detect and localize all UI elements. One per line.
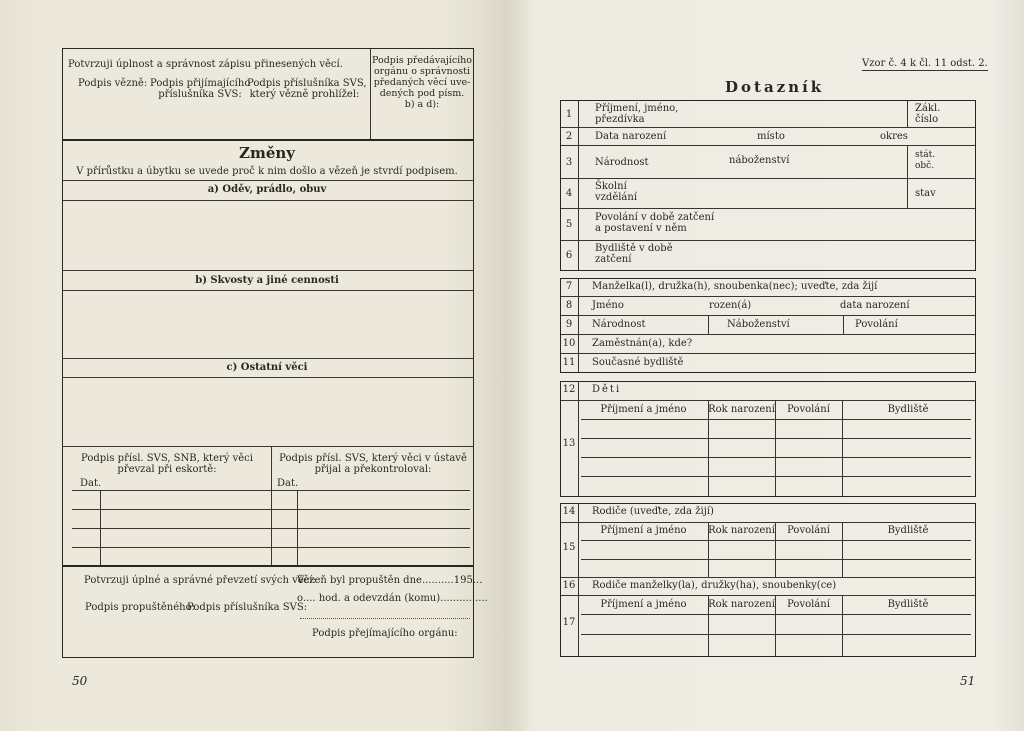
row-number: 4 (565, 188, 573, 199)
date-label: Dat. (80, 478, 102, 489)
column-header: Rok narození (708, 404, 775, 415)
parents-label: Rodiče (uveďte, zda žijí) (592, 506, 714, 517)
born-label: rozen(á) (709, 300, 752, 311)
surname-field-label: Příjmení, jméno, přezdívka (595, 103, 679, 125)
row-number: 1 (565, 109, 573, 120)
divider (370, 49, 371, 140)
divider (72, 490, 470, 491)
row-number: 17 (562, 617, 576, 628)
section-c-heading: c) Ostatní věci (226, 362, 308, 373)
divider (63, 565, 473, 567)
rule-line (561, 577, 975, 578)
rule-line (561, 522, 975, 523)
row-number: 10 (562, 338, 576, 349)
column-header: Příjmení a jméno (600, 599, 687, 610)
column-header: Příjmení a jméno (600, 404, 687, 415)
confirm-text: Potvrzuji úplnost a správnost zápisu přinesených věcí. (68, 59, 343, 70)
occupation-label: Povolání (855, 319, 898, 330)
rule-line (561, 178, 975, 179)
district-label: okres (880, 131, 908, 142)
sig-released: Podpis propuštěného: (85, 602, 195, 613)
divider (63, 139, 473, 141)
sig-inspector: Podpis příslušníka SVS, který vězně prohlížel: (247, 78, 367, 100)
rule-line (581, 614, 971, 615)
education-label: Školní vzdělání (595, 181, 638, 203)
row-number: 12 (562, 384, 576, 395)
column-header: Povolání (787, 525, 830, 536)
column-header: Bydliště (887, 525, 929, 536)
rule-line (561, 400, 975, 401)
rule-line (561, 145, 975, 146)
current-residence-label: Současné bydliště (592, 357, 684, 368)
rule-line (561, 296, 975, 297)
row-number: 13 (562, 438, 576, 449)
row-number: 5 (565, 219, 573, 230)
dotted-line (300, 618, 470, 619)
row-number: 15 (562, 542, 576, 553)
page-number: 50 (72, 674, 88, 688)
final-confirm: Potvrzuji úplné a správné převzetí svých věcí: (84, 575, 316, 586)
name-label: Jméno (592, 300, 624, 311)
column-header: Bydliště (887, 404, 929, 415)
sig-handing: Podpis předávajícího orgánu o správnosti předaných věcí uve- dených pod písm. b) a d): (372, 55, 473, 110)
religion-label: Náboženství (727, 319, 790, 330)
rule-line (842, 401, 843, 496)
rule-line (578, 279, 579, 372)
spouse-label: Manželka(l), družka(h), snoubenka(nec); uveďte, zda žijí (592, 281, 878, 292)
rule-line (775, 401, 776, 496)
sig-prisoner: Podpis vězně: (78, 78, 148, 89)
rule-line (708, 316, 709, 334)
birth-date-label: data narození (840, 300, 910, 311)
rule-line (907, 101, 908, 127)
divider (100, 491, 101, 565)
form-reference: Vzor č. 4 k čl. 11 odst. 2. (862, 58, 988, 69)
sig-svs: Podpis příslušníka SVS: (187, 602, 308, 613)
released-line: Vězeň byl propuštěn dne..........195... (297, 575, 483, 586)
row-number: 9 (565, 319, 573, 330)
changes-title: Změny (239, 144, 295, 162)
row-line (72, 528, 470, 529)
divider (63, 270, 473, 271)
base-number-label: Zákl. číslo (915, 103, 941, 125)
nationality-label: Národnost (592, 319, 646, 330)
rule-line (581, 540, 971, 541)
form-title: Dotazník (725, 78, 825, 96)
row-number: 2 (565, 131, 573, 142)
religion-label: náboženství (729, 155, 790, 166)
changes-subtitle: V přírůstku a úbytku se uvede proč k nim došlo a vězeň je stvrdí podpisem. (76, 166, 458, 177)
rule-line (561, 353, 975, 354)
row-number: 3 (565, 157, 573, 168)
row-line (72, 509, 470, 510)
employment-label: Zaměstnán(a), kde? (592, 338, 693, 349)
sig-receiving: Podpis přijímajícího příslušníka SVS: (150, 78, 251, 100)
column-header: Povolání (787, 404, 830, 415)
date-label: Dat. (277, 478, 299, 489)
citizenship-label: stát. obč. (915, 150, 936, 171)
row-line (72, 547, 470, 548)
column-header: Povolání (787, 599, 830, 610)
rule-line (708, 401, 709, 496)
occupation-label: Povolání v době zatčení a postavení v něm (595, 212, 715, 234)
row-number: 11 (562, 357, 576, 368)
divider (63, 446, 473, 447)
rule-line (561, 595, 975, 596)
residence-label: Bydliště v době zatčení (595, 243, 673, 265)
section-b-heading: b) Skvosty a jiné cennosti (195, 275, 339, 286)
institution-signature-label: Podpis přísl. SVS, který věci v ústavě přijal a překontroloval: (279, 453, 467, 475)
nationality-label: Národnost (595, 157, 649, 168)
divider (297, 491, 298, 565)
marital-status-label: stav (915, 188, 936, 199)
rule-line (581, 438, 971, 439)
column-header: Rok narození (708, 525, 775, 536)
row-number: 16 (562, 580, 576, 591)
row-number: 6 (565, 250, 573, 261)
rule-line (561, 315, 975, 316)
rule-line (581, 634, 971, 635)
divider (63, 180, 473, 181)
rule-line (561, 240, 975, 241)
children-label: Děti (592, 384, 622, 395)
row-number: 8 (565, 300, 573, 311)
rule-line (581, 559, 971, 560)
divider (63, 358, 473, 359)
page-number: 51 (960, 674, 976, 688)
birth-date-label: Data narození (595, 131, 667, 142)
escort-signature-label: Podpis přísl. SVS, SNB, který věci převzal při eskortě: (81, 453, 253, 475)
rule-line (907, 146, 908, 208)
left-page (0, 0, 505, 731)
column-header: Bydliště (887, 599, 929, 610)
divider (63, 377, 473, 378)
in-laws-label: Rodiče manželky(la), družky(ha), snoubenky(ce) (592, 580, 837, 591)
column-header: Rok narození (708, 599, 775, 610)
sig-receiving-organ: Podpis přejímajícího orgánu: (312, 628, 458, 639)
rule-line (581, 419, 971, 420)
rule-line (843, 316, 844, 334)
rule-line (561, 208, 975, 209)
rule-line (581, 457, 971, 458)
divider (63, 290, 473, 291)
rule-line (561, 334, 975, 335)
right-page (505, 0, 1024, 731)
column-header: Příjmení a jméno (600, 525, 687, 536)
children-table (560, 381, 976, 497)
section-a-heading: a) Oděv, prádlo, obuv (207, 184, 327, 195)
rule-line (581, 476, 971, 477)
row-number: 14 (562, 506, 576, 517)
divider (63, 200, 473, 201)
place-label: místo (757, 131, 785, 142)
rule-line (561, 127, 975, 128)
row-number: 7 (565, 281, 573, 292)
hour-line: o.... hod. a odevzdán (komu)............... (297, 593, 488, 604)
